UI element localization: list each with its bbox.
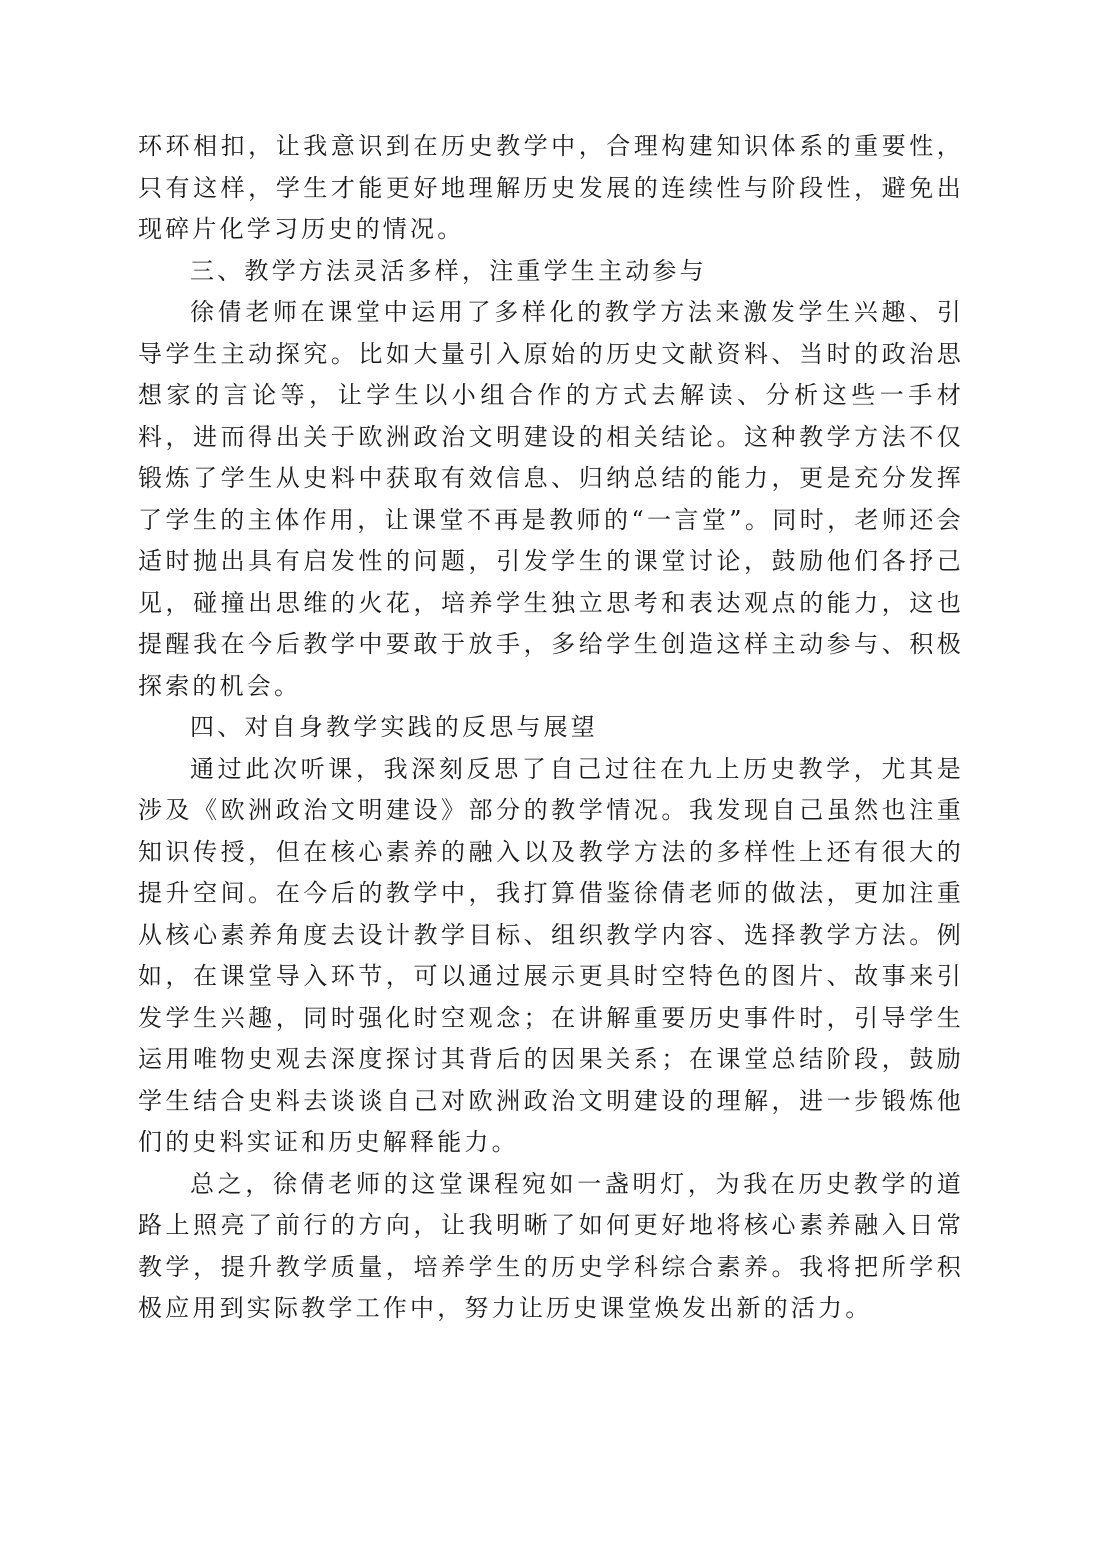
paragraph-teaching-methods: 徐倩老师在课堂中运用了多样化的教学方法来激发学生兴趣、引导学生主动探究。比如大量引入原始的历史文献资料、当时的政治思想家的言论等，让学生以小组合作的方式去解读、分析这些一手材料，进而得出关于欧洲政治文明建设的相关结论。这种教学方法不仅锻炼了学生从史料中获取有效信息、归纳总结的能力，更是充分发挥了学生的主体作用，让课堂不再是教师的“一言堂”。同时，老师还会适时抛出具有启发性的问题，引发学生的课堂讨论，鼓励他们各抒己见，碰撞出思维的火花，培养学生独立思考和表达观点的能力，这也提醒我在今后教学中要敢于放手，多给学生创造这样主动参与、积极探索的机会。 [138,298,964,700]
section-heading-3: 三、教学方法灵活多样，注重学生主动参与 [190,256,707,285]
paragraph-continuation: 环环相扣，让我意识到在历史教学中，合理构建知识体系的重要性，只有这样，学生才能更好地理解历史发展的连续性与阶段性，避免出现碎片化学习历史的情况。 [138,132,964,243]
section-heading-4: 四、对自身教学实践的反思与展望 [190,713,598,741]
paragraph-conclusion: 总之，徐倩老师的这堂课程宛如一盏明灯，为我在历史教学的道路上照亮了前行的方向，让我明晰了如何更好地将核心素养融入日常教学，提升教学质量，培养学生的历史学科综合素养。我将把所学积极应用到实际教学工作中，努力让历史课堂焕发出新的活力。 [138,1169,964,1322]
paragraph-reflection: 通过此次听课，我深刻反思了自己过往在九上历史教学，尤其是涉及《欧洲政治文明建设》部分的教学情况。我发现自己虽然也注重知识传授，但在核心素养的融入以及教学方法的多样性上还有很大的提升空间。在今后的教学中，我打算借鉴徐倩老师的做法，更加注重从核心素养角度去设计教学目标、组织教学内容、选择教学方法。例如，在课堂导入环节，可以通过展示更具时空特色的图片、故事来引发学生兴趣，同时强化时空观念；在讲解重要历史事件时，引导学生运用唯物史观去深度探讨其背后的因果关系；在课堂总结阶段，鼓励学生结合史料去谈谈自己对欧洲政治文明建设的理解，进一步锻炼他们的史料实证和历史解释能力。 [138,754,964,1156]
document-body [138,126,964,1330]
